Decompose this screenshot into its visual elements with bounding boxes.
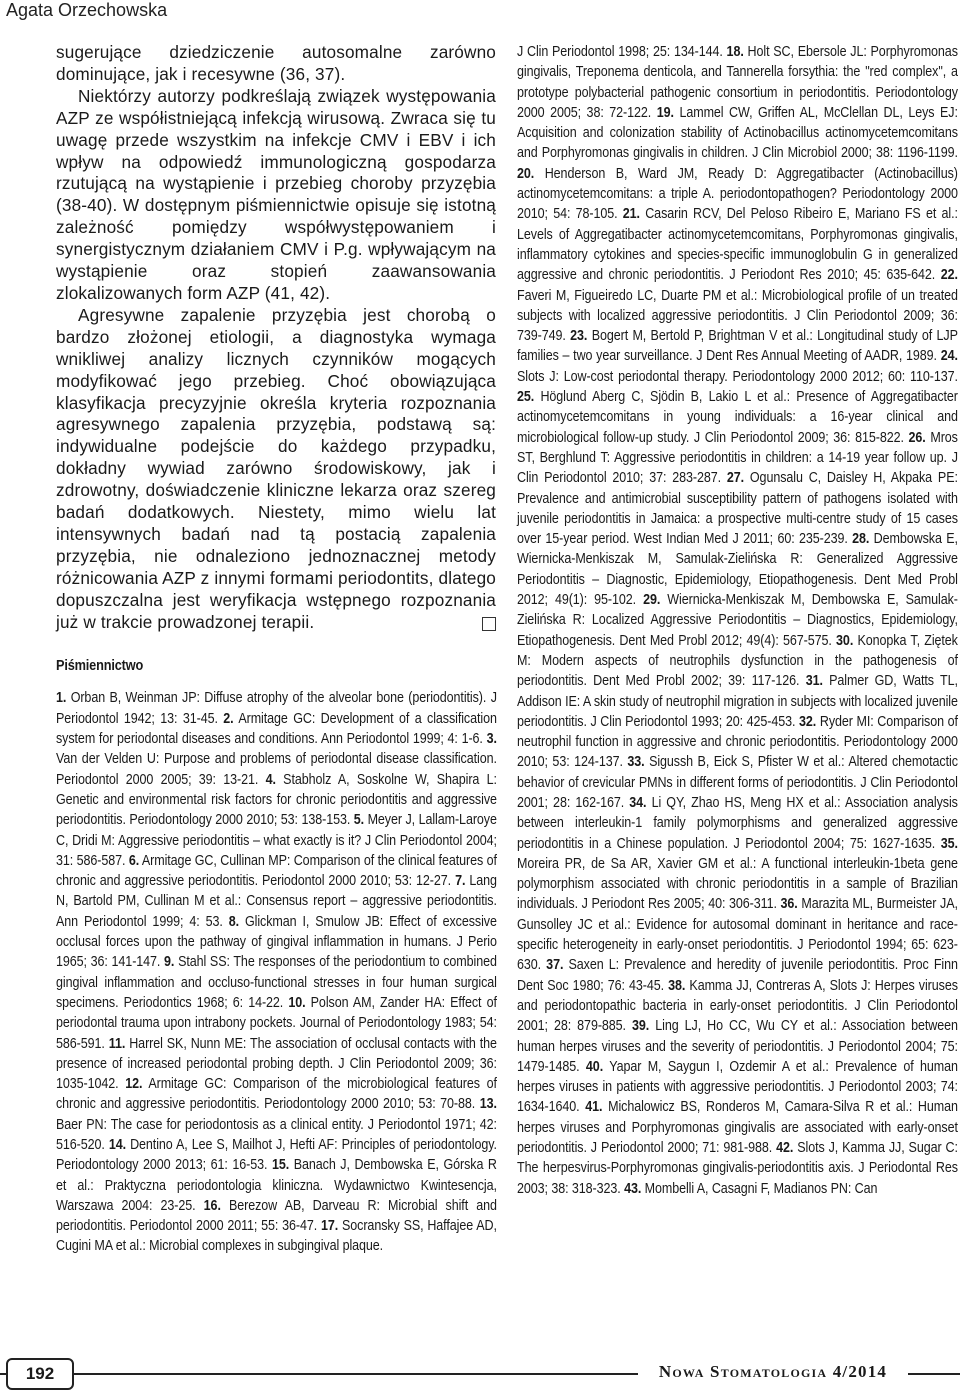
reference-text: Höglund Aberg C, Sjödin B, Lakio L et al.: Presence of Aggregatibacter actinomycetemcomitans in young individuals: a 16-year clinical and microbiological follow-up study. J Clin Periodontol 2009; 36: 815-822.: [517, 388, 958, 446]
reference-text: Henderson B, Ward JM, Ready D: Aggregatibacter (Actinobacillus) actinomycetemcomitans: a triple A. periodontopathogen? Periodontology 2000 2010; 54: 78-105.: [517, 164, 958, 223]
article-body: [56, 42, 496, 633]
reference-number: 31.: [805, 672, 823, 690]
reference-number: 37.: [546, 956, 564, 974]
reference-number: 36.: [780, 895, 798, 913]
reference-text: Armitage GC, Cullinan MP: Comparison of the clinical features of chronic and aggressive periodontitis. Periodontol 2000 2010; 53: 12-27.: [56, 851, 497, 890]
reference-number: 11.: [108, 1034, 126, 1052]
reference-number: 19.: [656, 103, 674, 121]
page-number: 192: [6, 1358, 74, 1390]
reference-number: 17.: [321, 1217, 339, 1235]
reference-number: 39.: [632, 1017, 650, 1035]
reference-text: J Clin Periodontol 1998; 25: 134-144.: [517, 43, 723, 60]
reference-number: 2.: [223, 709, 234, 727]
reference-number: 41.: [585, 1098, 603, 1116]
reference-number: 10.: [288, 993, 306, 1011]
reference-text: Orban B, Weinman JP: Diffuse atrophy of the alveolar bone (periodontitis). J Periodontol 1942; 13: 31-45.: [56, 689, 497, 727]
reference-text: Van der Velden U: Purpose and problems of periodontal disease classification. Periodontol 2000 2005; 39: 13-21.: [56, 750, 497, 788]
reference-text: Meyer J, Lallam-Laroye C, Dridi M: Aggressive periodontitis – what exactly is it? J Clin Periodontol 2004; 31: 586-587.: [56, 811, 497, 869]
reference-text: Glickman I, Smulow JB: Effect of excessive occlusal forces upon the pathway of gingival inflammation in humans. J Perio 1965; 36: 141-147.: [56, 912, 497, 971]
reference-text: Ling LJ, Ho CC, Wu CY et al.: Association between human herpes viruses and the severity of periodontitis. J Periodontol 2004; 75: 1479-1485.: [517, 1017, 958, 1075]
reference-number: 5.: [353, 811, 365, 829]
reference-text: Yapar M, Saygun I, Ozdemir A et al.: Prevalence of human herpes viruses in patients with aggressive periodontitis. J Periodontol 2003; 74: 1634-1640.: [517, 1057, 958, 1116]
reference-text: Kamma JJ, Contreras A, Slots J: Herpes viruses and periodontopathic bacteria in early-onset periodontitis. J Clin Periodontol 2001; 28: 879-885.: [517, 976, 958, 1035]
reference-text: Michalowicz BS, Ronderos M, Camara-Silva R et al.: Human herpes viruses and Porphyromonas gingivalis are associated with early-onset periodontitis. J Periodontol 2000; 71: 981-988.: [517, 1098, 958, 1157]
reference-number: 8.: [228, 912, 240, 930]
reference-number: 23.: [570, 327, 588, 345]
reference-number: 27.: [726, 469, 745, 487]
reference-number: 15.: [271, 1156, 290, 1174]
reference-number: 18.: [726, 43, 744, 60]
reference-text: Slots J, Kamma JJ, Sugar C: The herpesvirus-Porphyromonas gingivalis-periodontitis axis. J Periodontal Res 2003; 38: 318-323.: [517, 1139, 958, 1197]
reference-number: 33.: [627, 753, 645, 771]
reference-text: Ogunsalu C, Daisley H, Akpaka PE: Prevalence and antimicrobial susceptibility pattern of pathogens isolated with juvenile periodontitis in Jamaica: a prospective multi-centre study of 15 cases over 15-year period. West Indian Med J 2011; 60: 235-239.: [517, 469, 958, 548]
reference-text: Dembowska E, Wiernicka-Menkiszak M, Samulak-Zielińska R: Generalized Aggressive Periodontitis – Diagnostic, Epidemiology, Etiopathogenesis. Dent Med Probl 2012; 49(1): 95-102.: [517, 530, 958, 609]
reference-number: 1.: [56, 689, 67, 707]
paragraph-3-text: Agresywne zapalenie przyzębia jest chorobą o bardzo złożonej etiologii, a diagnostyka wymaga wnikliwej analizy licznych czynników mogących modyfikować jego przebieg. Choć obowiązująca klasyfikacja precyzyjnie określa kryteria rozpoznania agresywnego zapalenia przyzębia, podstawą są: indywidualne podejście do każdego przypadku, dokładny wywiad zarówno środowiskowy, jak i zdrowotny, doświadczenie kliniczne lekarza oraz szereg badań dodatkowych. Niestety, mimo wielu lat intensywnych badań nad tą postacią zapalenia przyzębia, nie odnaleziono jednoznacznej metody różnicowania AZP z innymi formami periodontits, dlatego dopuszczalna jest weryfikacja wstępnego rozpoznania już w trakcie prowadzonej terapii.: [56, 304, 496, 632]
right-column: [517, 42, 959, 1199]
paragraph-1: sugerujące dziedziczenie autosomalne zarówno dominujące, jak i recesywne (36, 37).: [56, 42, 496, 84]
reference-number: 40.: [585, 1057, 604, 1075]
reference-text: Banach J, Dembowska E, Górska R et al.: Praktyczna periodontologia kliniczna. Wydawnictwo Kwintesencja, Warszawa 2004: 23-25.: [56, 1156, 497, 1214]
reference-number: 9.: [164, 953, 175, 971]
reference-number: 28.: [852, 530, 870, 548]
reference-text: Armitage GC: Comparison of the microbiological features of chronic and aggressive periodontitis. Periodontology 2000 2010; 53: 70-88.: [56, 1075, 497, 1113]
end-of-article-icon: [482, 617, 496, 631]
reference-text: Armitage GC: Development of a classification system for periodontal diseases and conditions. Ann Periodontol 1999; 4: 1-6.: [56, 709, 497, 748]
reference-text: Mombelli A, Casagni F, Madianos PN: Can: [644, 1179, 878, 1197]
reference-number: 4.: [265, 770, 276, 788]
reference-number: 32.: [799, 712, 817, 730]
reference-text: Harrel SK, Nunn ME: The association of occlusal contacts with the presence of increased periodontal probing depth. J Clin Periodontol 2009; 36: 1035-1042.: [56, 1034, 497, 1093]
reference-text: Socransky SS, Haffajee AD, Cugini MA et al.: Microbial complexes in subgingival plaque.: [56, 1217, 497, 1255]
reference-text: Berezow AB, Darveau R: Microbial shift and periodontitis. Periodontol 2000 2011; 55: 36-47.: [56, 1196, 497, 1235]
reference-text: Stabholz A, Soskolne W, Shapira L: Genetic and environmental risk factors for chronic periodontitis and aggressive periodontitis. Periodontology 2000 2010; 53: 138-153.: [56, 770, 497, 829]
paragraph-3: [56, 305, 496, 634]
reference-item: [517, 388, 958, 446]
reference-number: 38.: [668, 976, 686, 994]
journal-title: Nowa Stomatologia 4/2014: [638, 1358, 908, 1386]
reference-text: Casarin RCV, Del Peloso Ribeiro E, Mariano FS et al.: Levels of Aggregatibacter actinomycetemcomitans, Porphyromonas gingivalis, inflammatory cytokines and species-specific immunoglobulin G in generalized aggressive and chronic periodontitis. J Periodont Res 2010; 45: 635-642.: [517, 205, 958, 284]
reference-text: Moreira PR, de Sa AR, Xavier GM et al.: A functional interleukin-1beta gene polymorphism associated with chronic periodontitis in a sample of Brazilian individuals. J Periodont Res 2005; 40: 306-311.: [517, 854, 958, 913]
reference-number: 29.: [643, 591, 661, 609]
paragraph-2: Niektórzy autorzy podkreślają związek występowania AZP ze współistniejącą infekcją wirusową. Zwraca się tu uwagę przede wszystkim na infekcje CMV i EBV i ich wpływ na odpowiedź immunologiczną gospodarza rzutującą na wystąpienie i przebieg choroby przyzębia (38-40). W dostępnym piśmiennictwie opisuje się istotną zależność pomiędzy współwystępowaniem i synergistycznym działaniem CMV i P.g. wpływającym na wystąpienie oraz stopień zaawansowania zlokalizowanych form AZP (41, 42).: [56, 85, 496, 303]
reference-number: 20.: [517, 164, 535, 182]
reference-text: Li QY, Zhao HS, Meng HX et al.: Association analysis between interleukin-1 family polymorphisms and generalized aggressive periodontitis in a Chinese population. J Periodontol 2004; 75: 1627-1635.: [517, 793, 958, 852]
references-list-left: [56, 688, 497, 1256]
reference-number: 21.: [622, 205, 640, 223]
references-heading: Piśmiennictwo: [56, 657, 144, 675]
reference-number: 6.: [128, 851, 140, 869]
reference-text: Baer PN: The case for periodontosis as a clinical entity. J Periodontol 1971; 42: 516-520.: [56, 1115, 497, 1153]
reference-text: Holt SC, Ebersole JL: Porphyromonas gingivalis, Treponema denticola, and Tannerella forsythia: the "red complex", a prototype polybacterial pathogenic consortium in periodontitis. Periodontology 2000 2005; 38: 72-122.: [517, 43, 958, 121]
reference-text: Faveri M, Figueiredo LC, Duarte PM et al.: Microbiological profile of un treated subjects with localized aggressive periodontitis. J Clin Periodontol 2009; 36: 739-749.: [517, 286, 958, 345]
reference-item: [517, 327, 958, 364]
reference-text: Marazita ML, Burmeister JA, Gunsolley JC et al.: Evidence for autosomal dominant in heritance and race-specific heterogeneity in early-onset periodontitis. J Periodontol 1994; 65: 623-630.: [517, 895, 958, 974]
reference-text: Konopka T, Ziętek M: Modern aspects of neutrophils dysfunction in the pathogenesis of periodontitis. Dent Med Probl 2002; 39: 117-126.: [517, 631, 958, 690]
running-header-author: Agata Orzechowska: [6, 0, 168, 20]
references-list-right: [517, 42, 958, 1199]
reference-number: 30.: [836, 631, 854, 649]
reference-text: Stahl SS: The responses of the periodontium to combined gingival inflammation and occluso-functional stresses in four human surgical specimens. Periodontics 1968; 6: 14-22.: [56, 953, 497, 1011]
reference-number: 24.: [940, 347, 958, 365]
reference-text: Wiernicka-Menkiszak M, Dembowska E, Samulak-Zielińska R: Localized Aggressive Periodontitis – Diagnostics, Epidemiology, Etiopathogenesis. Dent Med Probl 2012; 49(4): 567-575.: [517, 591, 958, 649]
reference-number: 34.: [629, 793, 647, 811]
reference-number: 12.: [125, 1075, 143, 1093]
reference-number: 35.: [940, 834, 958, 852]
left-column: [56, 42, 496, 1257]
reference-item: [517, 43, 727, 60]
reference-text: Slots J: Low-cost periodontal therapy. Periodontology 2000 2012; 60: 110-137.: [517, 367, 958, 385]
reference-number: 22.: [940, 266, 958, 284]
reference-number: 25.: [517, 388, 535, 406]
reference-number: 42.: [776, 1139, 794, 1157]
reference-number: 14.: [108, 1136, 127, 1153]
reference-item: [624, 1180, 877, 1197]
reference-text: Lang N, Bartold PM, Cullinan M et al.: Consensus report – aggressive periodontitis. Ann Periodontol 1999; 4: 53.: [56, 872, 497, 930]
reference-text: Dentino A, Lee S, Mailhot J, Hefti AF: Principles of periodontology. Periodontology 2000 2013; 61: 16-53.: [56, 1136, 497, 1174]
reference-number: 26.: [908, 428, 926, 446]
reference-text: Sigussh B, Eick S, Pfister W et al.: Altered chemotactic behavior of crevicular PMNs in different forms of periodontitis. J Clin Periodontol 2001; 28: 162-167.: [517, 753, 958, 811]
reference-number: 16.: [203, 1196, 221, 1214]
reference-text: Bogert M, Bertold P, Brightman V et al.: Longitudinal study of LJP families – two year surveillance. J Dent Res Annual Meeting of AADR, 1989.: [517, 327, 958, 365]
reference-number: 13.: [479, 1095, 497, 1113]
reference-number: 7.: [455, 872, 466, 890]
reference-text: Polson AM, Zander HA: Effect of periodontal trauma upon intrabony pockets. Journal of Periodontology 1983; 54: 586-591.: [56, 993, 497, 1052]
reference-number: 3.: [486, 730, 497, 748]
reference-number: 43.: [624, 1179, 642, 1197]
reference-text: Palmer GD, Watts TL, Addison IE: A skin study of neutrophil migration in subjects with localized juvenile periodontitis. J Clin Periodontol 1993; 20: 425-453.: [517, 672, 958, 730]
reference-text: Saxen L: Prevalence and heredity of juvenile periodontitis. Proc Finn Dent Soc 1980; 76: 43-45.: [517, 956, 958, 994]
reference-text: Lammel CW, Griffen AL, McClellan DL, Leys EJ: Acquisition and colonization stability of Actinobacillus actinomycetemcomitans and Porphyromonas gingivalis in children. J Clin Microbiol 2000; 38: 1196-1199.: [517, 103, 958, 162]
reference-text: Ryder MI: Comparison of neutrophil function in aggressive and chronic periodontitis. Periodontology 2000 2010; 53: 124-137.: [517, 712, 958, 771]
reference-text: Mros ST, Berghlund T: Aggressive periodontitis in children: a 14-19 year follow up. J Clin Periodontol 2010; 37: 283-287.: [517, 428, 958, 487]
